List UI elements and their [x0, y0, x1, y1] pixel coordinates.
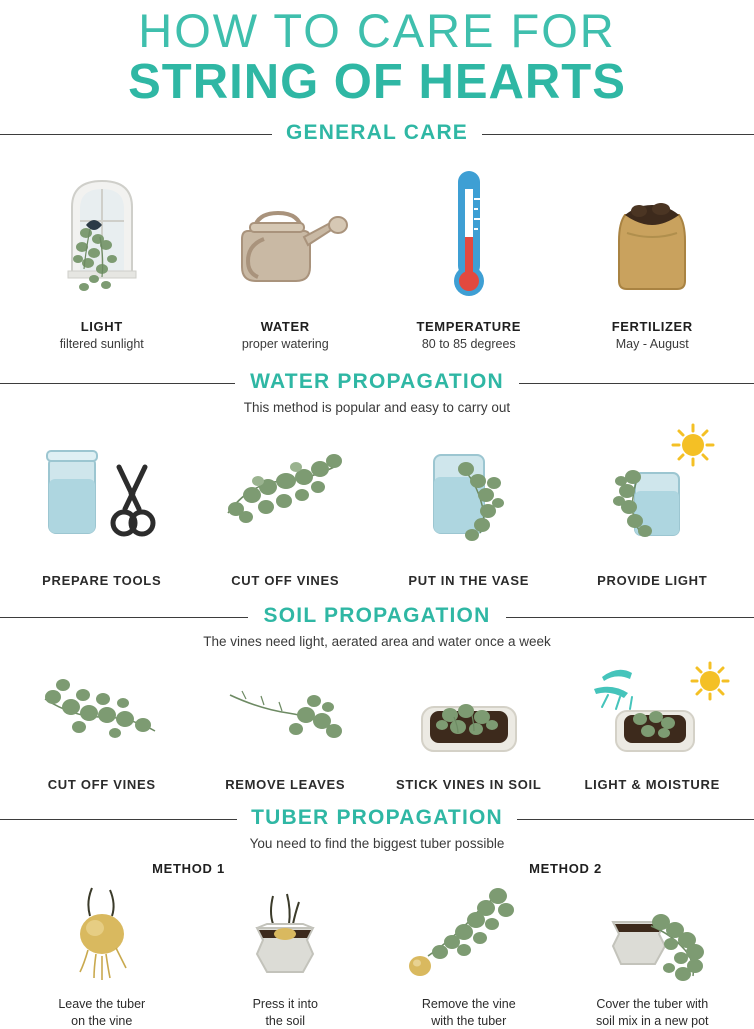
tuber-roots-icon [10, 876, 194, 988]
tuber-propagation-items [0, 876, 754, 1029]
section-title-general-care: GENERAL CARE [272, 121, 482, 145]
water-step-prepare-tools-label: PREPARE TOOLS [42, 573, 162, 589]
thermometer-icon [377, 159, 561, 309]
soil-step-stick-vines [377, 653, 561, 792]
care-item-temperature-detail: 80 to 85 degrees [421, 336, 516, 351]
tuber-method-labels [0, 861, 754, 876]
care-item-light [10, 159, 194, 353]
caption-line-1: Cover the tuber with [596, 997, 709, 1012]
vine-with-tuber-icon [377, 876, 561, 988]
water-step-put-in-vase-label: PUT IN THE VASE [408, 573, 530, 589]
divider-right [506, 617, 754, 618]
pot-with-tuber-icon [194, 876, 378, 988]
section-title-soil-propagation: SOIL PROPAGATION [250, 604, 505, 628]
water-step-prepare-tools [10, 421, 194, 588]
divider-right [519, 383, 754, 384]
care-item-fertilizer-label: FERTILIZER [611, 318, 693, 334]
water-step-provide-light-label: PROVIDE LIGHT [597, 573, 708, 589]
watering-can-icon [194, 159, 378, 309]
soil-step-cut-vines-label: CUT OFF VINES [47, 777, 156, 793]
cut-vine-icon [194, 421, 378, 561]
jar-and-scissors-icon [10, 421, 194, 561]
tuber-step-cover-tuber-caption [561, 996, 745, 1029]
window-plant-icon [10, 159, 194, 309]
stripped-vine-icon [194, 653, 378, 765]
soil-step-remove-leaves-label: REMOVE LEAVES [225, 777, 346, 793]
tuber-step-leave-tuber-caption [10, 996, 194, 1029]
tuber-step-press-into-soil-caption [194, 996, 378, 1029]
spray-and-sun-icon [561, 653, 745, 765]
tuber-step-remove-vine [377, 876, 561, 1029]
caption-line-2: on the vine [71, 1013, 133, 1028]
water-step-provide-light [561, 421, 745, 588]
care-item-water-label: WATER [260, 318, 310, 334]
caption-line-1: Remove the vine [421, 997, 516, 1012]
caption-line-1: Leave the tuber [58, 997, 146, 1012]
section-subtitle-tuber-propagation: You need to find the biggest tuber possible [249, 836, 505, 852]
soil-step-light-moisture [561, 653, 745, 792]
title-line-2: STRING OF HEARTS [128, 55, 626, 110]
caption-line-2: the soil [265, 1013, 306, 1028]
divider-left [0, 819, 240, 820]
care-item-water-detail: proper watering [241, 336, 329, 351]
section-header-tuber-propagation [0, 806, 754, 830]
caption-line-2: with the tuber [431, 1013, 507, 1028]
care-item-fertilizer [561, 159, 745, 353]
water-propagation-items [0, 421, 754, 588]
section-title-water-propagation: WATER PROPAGATION [236, 370, 518, 394]
water-step-put-in-vase [377, 421, 561, 588]
section-subtitle-water-propagation: This method is popular and easy to carry out [243, 400, 511, 416]
water-step-cut-vines [194, 421, 378, 588]
water-step-cut-vines-label: CUT OFF VINES [231, 573, 340, 589]
soil-step-cut-vines [10, 653, 194, 792]
section-header-general-care [0, 121, 754, 145]
divider-right [514, 819, 754, 820]
title-line-1: HOW TO CARE FOR [138, 4, 616, 57]
section-header-water-propagation [0, 370, 754, 394]
divider-right [476, 134, 754, 135]
care-item-temperature-label: TEMPERATURE [416, 318, 522, 334]
soil-step-stick-vines-label: STICK VINES IN SOIL [396, 777, 542, 793]
tuber-step-cover-tuber [561, 876, 745, 1029]
caption-line-2: soil mix in a new pot [595, 1013, 709, 1028]
soil-step-light-moisture-label: LIGHT & MOISTURE [584, 777, 720, 793]
care-item-temperature [377, 159, 561, 353]
general-care-items [0, 159, 754, 353]
soil-bag-icon [561, 159, 745, 309]
tuber-step-remove-vine-caption [377, 996, 561, 1029]
vase-with-sun-icon [561, 421, 745, 561]
tray-with-vines-icon [377, 653, 561, 765]
care-item-water [194, 159, 378, 353]
vine-in-vase-icon [377, 421, 561, 561]
divider-left [0, 617, 248, 618]
method-2-label: METHOD 2 [529, 861, 602, 877]
tuber-step-press-into-soil [194, 876, 378, 1029]
caption-line-1: Press it into [252, 997, 318, 1012]
care-item-light-detail: filtered sunlight [59, 336, 144, 351]
potted-plant-icon [561, 876, 745, 988]
divider-left [0, 134, 278, 135]
care-item-fertilizer-detail: May - August [615, 336, 689, 351]
vine-icon [10, 653, 194, 765]
tuber-step-leave-tuber [10, 876, 194, 1029]
soil-propagation-items [0, 653, 754, 792]
care-item-light-label: LIGHT [80, 318, 123, 334]
section-title-tuber-propagation: TUBER PROPAGATION [237, 806, 517, 830]
divider-left [0, 383, 235, 384]
section-header-soil-propagation [0, 604, 754, 628]
soil-step-remove-leaves [194, 653, 378, 792]
section-subtitle-soil-propagation: The vines need light, aerated area and water once a week [203, 634, 551, 650]
page-title [0, 0, 754, 109]
method-1-label: METHOD 1 [152, 861, 225, 877]
